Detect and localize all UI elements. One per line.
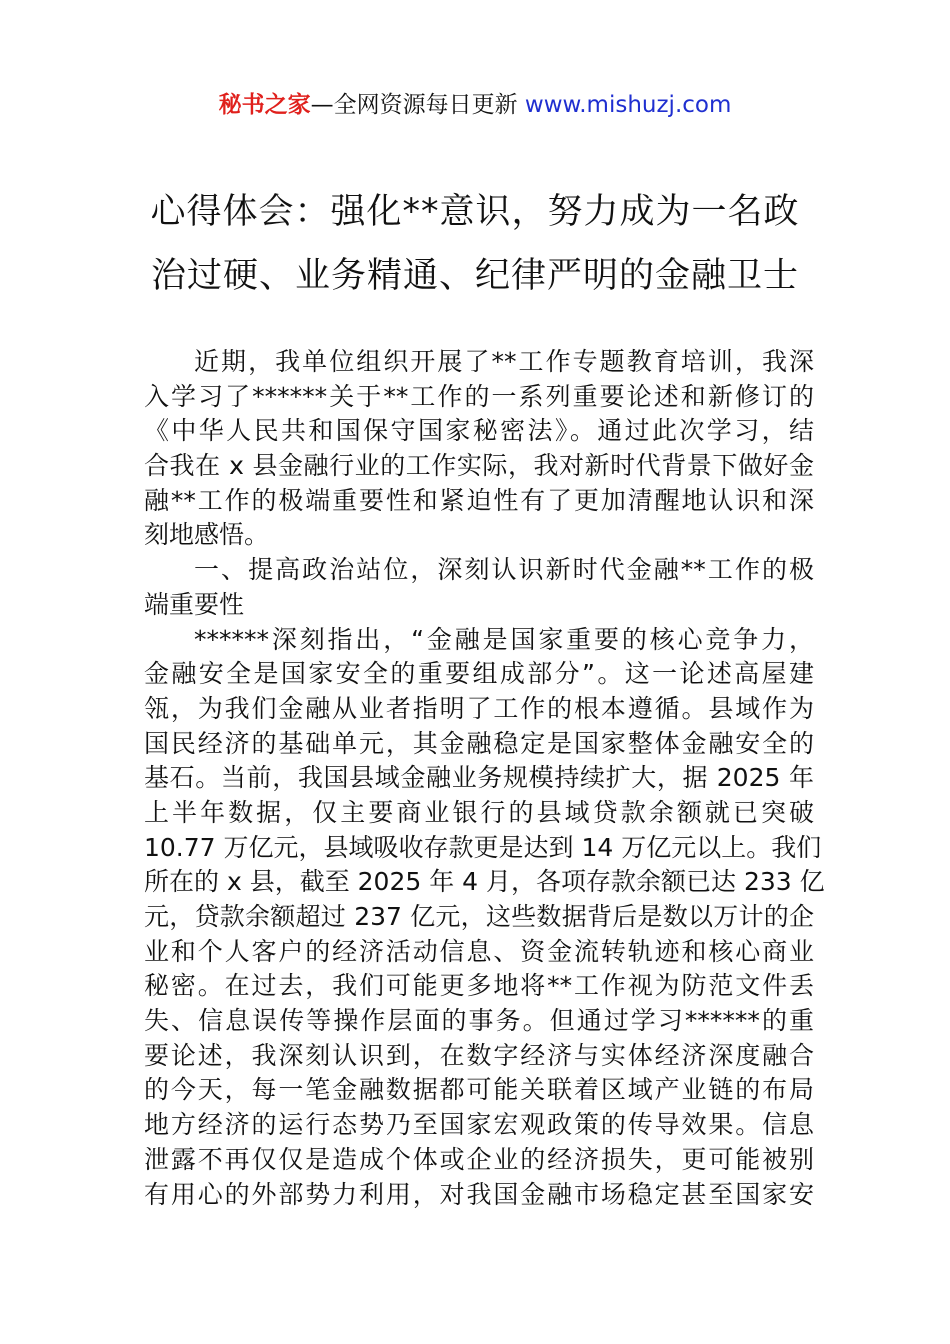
body-line: 失、信息误传等操作层面的事务。但通过学习******的重 [144,1006,814,1036]
body-line: 元，贷款余额超过 237 亿元，这些数据背后是数以万计的企 [144,902,814,931]
body-line: 《中华人民共和国保守国家秘密法》。通过此次学习，结 [144,416,814,446]
body-line: 业和个人客户的经济活动信息、资金流转轨迹和核心商业 [144,936,814,966]
body-line: 有用心的外部势力利用，对我国金融市场稳定甚至国家安 [144,1179,814,1209]
document-body [144,345,825,1212]
body-line: 秘密。在过去，我们可能更多地将**工作视为防范文件丢 [144,971,814,1001]
body-line: 近期，我单位组织开展了**工作专题教育培训，我深 [194,347,814,376]
body-line: 的今天，每一笔金融数据都可能关联着区域产业链的布局 [144,1075,814,1105]
body-line: ******深刻指出，“金融是国家重要的核心竞争力， [194,624,814,654]
title-line: 心得体会：强化**意识，努力成为一名政 [150,192,800,232]
section-heading-line: 端重要性 [144,589,245,619]
body-line: 金融安全是国家安全的重要组成部分”。这一论述高屋建 [144,659,814,689]
body-line: 要论述，我深刻认识到，在数字经济与实体经济深度融合 [144,1040,814,1070]
body-line: 入学习了******关于**工作的一系列重要论述和新修订的 [144,381,814,411]
body-line: 国民经济的基础单元，其金融稳定是国家整体金融安全的 [144,728,814,758]
body-line: 刻地感悟。 [144,520,270,550]
site-url-link[interactable]: www.mishuzj.com [524,92,732,118]
section-heading-line: 一、提高政治站位，深刻认识新时代金融**工作的极 [194,555,814,585]
document-title [100,180,850,308]
site-tagline: —全网资源每日更新 [310,92,525,118]
body-line: 合我在 x 县金融行业的工作实际，我对新时代背景下做好金 [144,451,814,481]
site-header [0,88,950,122]
body-line: 融**工作的极端重要性和紧迫性有了更加清醒地认识和深 [144,485,814,515]
title-line: 治过硬、业务精通、纪律严明的金融卫士 [150,256,799,296]
body-line: 瓴，为我们金融从业者指明了工作的根本遵循。县域作为 [144,693,814,723]
body-line: 地方经济的运行态势乃至国家宏观政策的传导效果。信息 [144,1110,814,1140]
body-line: 所在的 x 县，截至 2025 年 4 月，各项存款余额已达 233 亿 [144,867,825,897]
body-line: 泄露不再仅仅是造成个体或企业的经济损失，更可能被别 [144,1144,814,1174]
site-brand: 秘书之家 [218,92,311,118]
body-line: 上半年数据，仅主要商业银行的县域贷款余额就已突破 [144,797,814,827]
body-line: 基石。当前，我国县域金融业务规模持续扩大，据 2025 年 [144,763,814,793]
body-line: 10.77 万亿元，县域吸收存款更是达到 14 万亿元以上。我们 [144,832,822,862]
